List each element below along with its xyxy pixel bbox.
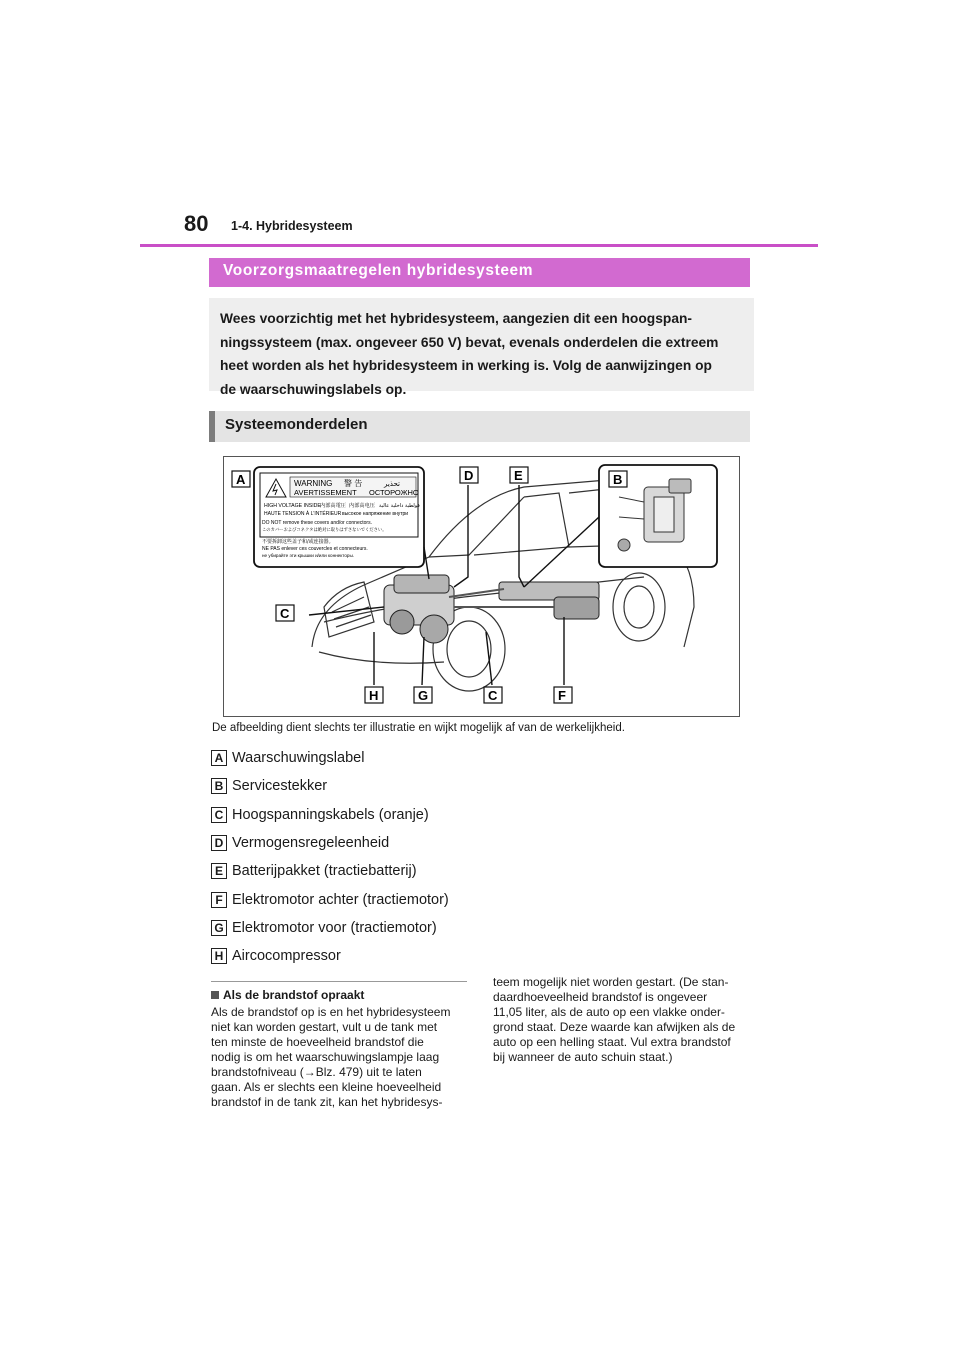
note-line: daardhoeveelheid brandstof is ongeveer — [493, 990, 708, 1004]
note-line: grond staat. Deze waarde kan afwijken als de — [493, 1020, 736, 1034]
intro-box — [209, 298, 754, 397]
label-line4: NE PAS enlever ces couvercles et connecteurs. — [262, 546, 368, 552]
label-hv-ru: высокое напряжение внутри — [342, 511, 409, 517]
legend-letter: D — [211, 835, 227, 851]
label-avert-fr: AVERTISSEMENT — [294, 488, 357, 497]
note-line: brandstof in de tank zit, kan het hybridesys- — [211, 1095, 443, 1109]
label-line1: DO NOT remove these covers and/or connectors. — [262, 520, 372, 526]
legend-item — [211, 914, 449, 942]
label-hv-zh: 内部高电压 — [349, 503, 375, 509]
system-diagram — [223, 456, 740, 717]
note-line: 11,05 liter, als de auto op een vlakke onder- — [493, 1005, 725, 1019]
legend-text: Aircocompressor — [232, 948, 341, 965]
intro-line: de waarschuwingslabels op. — [220, 381, 407, 397]
callout-d: D — [464, 468, 474, 483]
label-hv-fr: HAUTE TENSION À L'INTÉRIEUR — [264, 511, 342, 517]
page-number: 80 — [184, 211, 209, 236]
intro-line: ningssysteem (max. ongeveer 650 V) bevat, evenals onderdelen die extreem — [220, 334, 719, 350]
callout-f: F — [558, 688, 566, 703]
engine-components — [384, 575, 599, 643]
legend-item — [211, 829, 449, 857]
callout-h: H — [369, 688, 379, 703]
legend-item — [211, 857, 449, 885]
note-rule — [211, 981, 467, 982]
legend-item — [211, 772, 449, 800]
note-column-right — [493, 975, 758, 1065]
legend-text: Waarschuwingslabel — [232, 750, 365, 767]
callout-c-left: C — [280, 606, 290, 621]
legend-item — [211, 942, 449, 970]
running-head: 1-4. Hybridesysteem — [231, 219, 353, 233]
callout-e: E — [514, 468, 523, 483]
legend-letter: A — [211, 750, 227, 766]
section-title: Voorzorgsmaatregelen hybridesysteem — [209, 258, 750, 287]
label-warning-en: WARNING — [294, 479, 333, 488]
note-heading — [211, 988, 364, 1002]
note-line: brandstofniveau (→Blz. 479) uit te laten — [211, 1065, 422, 1079]
label-avert-ru: ОСТОРОЖНО — [369, 488, 419, 497]
note-column-left — [211, 1005, 473, 1110]
note-line: niet kan worden gestart, vult u de tank met — [211, 1020, 438, 1034]
label-line3: 不要拆卸这些盖子和/或连接器。 — [262, 539, 334, 545]
legend-text: Hoogspanningskabels (oranje) — [232, 806, 429, 823]
callout-g: G — [418, 688, 429, 703]
square-bullet-icon — [211, 991, 219, 999]
component-legend — [211, 744, 449, 970]
callout-c-bottom: C — [488, 688, 498, 703]
intro-line: heet worden als het hybridesysteem in werking is. Volg de aanwijzingen op — [220, 358, 712, 373]
legend-text: Batterijpakket (tractiebatterij) — [232, 863, 417, 880]
label-line5: не убирайте эти крышки и/или коннекторы. — [262, 553, 355, 558]
callout-a: A — [236, 472, 246, 487]
legend-letter: C — [211, 807, 227, 823]
legend-text: Elektromotor achter (tractiemotor) — [232, 891, 449, 908]
note-line: gaan. Als er slechts een kleine hoeveelheid — [211, 1080, 442, 1094]
legend-item — [211, 885, 449, 913]
label-warning-ar: تحذير — [384, 480, 400, 488]
note-line: bij wanneer de auto schuin staat.) — [493, 1050, 673, 1064]
label-hv-ar: فولطية داخلية عالية — [379, 503, 420, 509]
note-heading-text: Als de brandstof opraakt — [223, 988, 365, 1002]
label-warning-ja: 警 告 — [344, 479, 363, 488]
legend-letter: E — [211, 863, 227, 879]
label-line2: このカバーおよびコネクタは絶対に取りはずさないでください。 — [262, 528, 387, 533]
legend-text: Vermogensregeleenheid — [232, 835, 390, 852]
legend-text: Elektromotor voor (tractiemotor) — [232, 919, 437, 936]
note-line: ten minste de hoeveelheid brandstof die — [211, 1035, 424, 1049]
callout-b: B — [613, 472, 623, 487]
figure-caption: De afbeelding dient slechts ter illustratie en wijkt mogelijk af van de werkelijkheid. — [212, 722, 625, 734]
legend-text: Servicestekker — [232, 778, 328, 795]
note-line: teem mogelijk niet worden gestart. (De stan- — [493, 975, 729, 989]
legend-item — [211, 801, 449, 829]
note-line: Als de brandstof op is en het hybridesysteem — [211, 1005, 451, 1019]
legend-letter: G — [211, 920, 227, 936]
note-line: nodig is om het waarschuwingslampje laag — [211, 1050, 440, 1064]
legend-item — [211, 744, 449, 772]
label-hv-ja: 内部高電圧 — [320, 503, 346, 509]
header-rule — [140, 244, 818, 247]
legend-letter: B — [211, 778, 227, 794]
legend-letter: H — [211, 948, 227, 964]
legend-letter: F — [211, 892, 227, 908]
subsection-title: Systeemonderdelen — [209, 411, 750, 442]
label-hv-en: HIGH VOLTAGE INSIDE — [264, 503, 321, 509]
intro-line: Wees voorzichtig met het hybridesysteem, aangezien dit een hoogspan- — [220, 311, 693, 326]
note-line: auto op een helling staat. Vul extra brandstof — [493, 1035, 731, 1049]
